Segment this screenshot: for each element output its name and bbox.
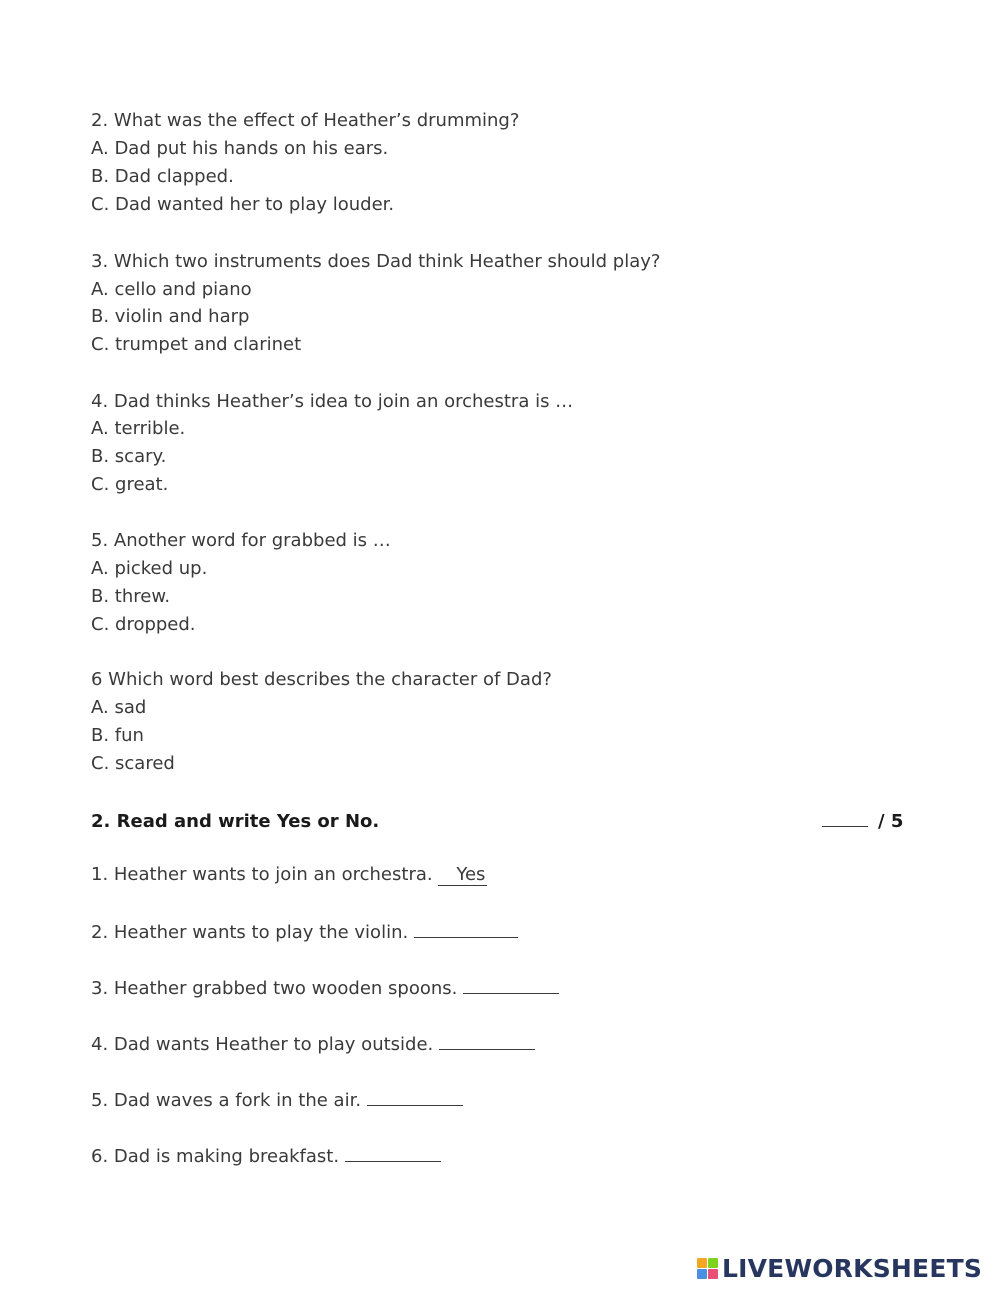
yes-no-answer-4[interactable] xyxy=(439,1031,535,1050)
option-5a: A. picked up. xyxy=(91,558,208,579)
option-3c: C. trumpet and clarinet xyxy=(91,334,302,355)
question-3: 3. Which two instruments does Dad think Heather should play? xyxy=(91,251,661,272)
option-2c: C. Dad wanted her to play louder. xyxy=(91,194,395,215)
logo-block-i xyxy=(708,1258,718,1268)
option-4c: C. great. xyxy=(91,474,169,495)
logo-text: LIVEWORKSHEETS xyxy=(722,1253,983,1283)
yes-no-answer-2[interactable] xyxy=(414,919,518,938)
section-2-title: 2. Read and write Yes or No. xyxy=(91,811,380,832)
yes-no-item-6 xyxy=(91,1143,441,1169)
yes-no-item-5 xyxy=(91,1087,463,1113)
option-3b: B. violin and harp xyxy=(91,306,250,327)
question-4: 4. Dad thinks Heather’s idea to join an orchestra is … xyxy=(91,391,574,412)
yes-no-answer-3[interactable] xyxy=(463,975,559,994)
yes-no-answer-1[interactable]: Yes xyxy=(438,865,487,886)
option-2a: A. Dad put his hands on his ears. xyxy=(91,138,389,159)
option-6a: A. sad xyxy=(91,697,147,718)
yes-no-item-6-text: 6. Dad is making breakfast. xyxy=(91,1146,340,1167)
option-4b: B. scary. xyxy=(91,446,167,467)
option-4a: A. terrible. xyxy=(91,418,186,439)
logo-blocks-icon xyxy=(697,1258,718,1279)
option-6b: B. fun xyxy=(91,725,144,746)
option-3a: A. cello and piano xyxy=(91,279,252,300)
yes-no-item-2-text: 2. Heather wants to play the violin. xyxy=(91,922,409,943)
logo-block-v xyxy=(697,1269,707,1279)
option-5c: C. dropped. xyxy=(91,614,196,635)
yes-no-item-1-text: 1. Heather wants to join an orchestra. xyxy=(91,864,433,885)
score-blank[interactable] xyxy=(822,810,868,827)
yes-no-item-3 xyxy=(91,975,559,1001)
yes-no-item-3-text: 3. Heather grabbed two wooden spoons. xyxy=(91,978,458,999)
question-5: 5. Another word for grabbed is … xyxy=(91,530,391,551)
yes-no-item-4-text: 4. Dad wants Heather to play outside. xyxy=(91,1034,434,1055)
score-box xyxy=(822,810,903,834)
option-5b: B. threw. xyxy=(91,586,171,607)
yes-no-item-4 xyxy=(91,1031,535,1057)
yes-no-item-2 xyxy=(91,919,518,945)
liveworksheets-logo xyxy=(697,1253,982,1283)
question-2: 2. What was the effect of Heather’s drumming? xyxy=(91,110,520,131)
yes-no-item-5-text: 5. Dad waves a fork in the air. xyxy=(91,1090,362,1111)
yes-no-answer-6[interactable] xyxy=(345,1143,441,1162)
yes-no-answer-5[interactable] xyxy=(367,1087,463,1106)
question-6: 6 Which word best describes the character of Dad? xyxy=(91,669,552,690)
yes-no-item-1 xyxy=(91,863,487,887)
option-2b: B. Dad clapped. xyxy=(91,166,234,187)
option-6c: C. scared xyxy=(91,753,175,774)
score-total: / 5 xyxy=(878,811,904,832)
logo-block-l xyxy=(697,1258,707,1268)
logo-block-e xyxy=(708,1269,718,1279)
